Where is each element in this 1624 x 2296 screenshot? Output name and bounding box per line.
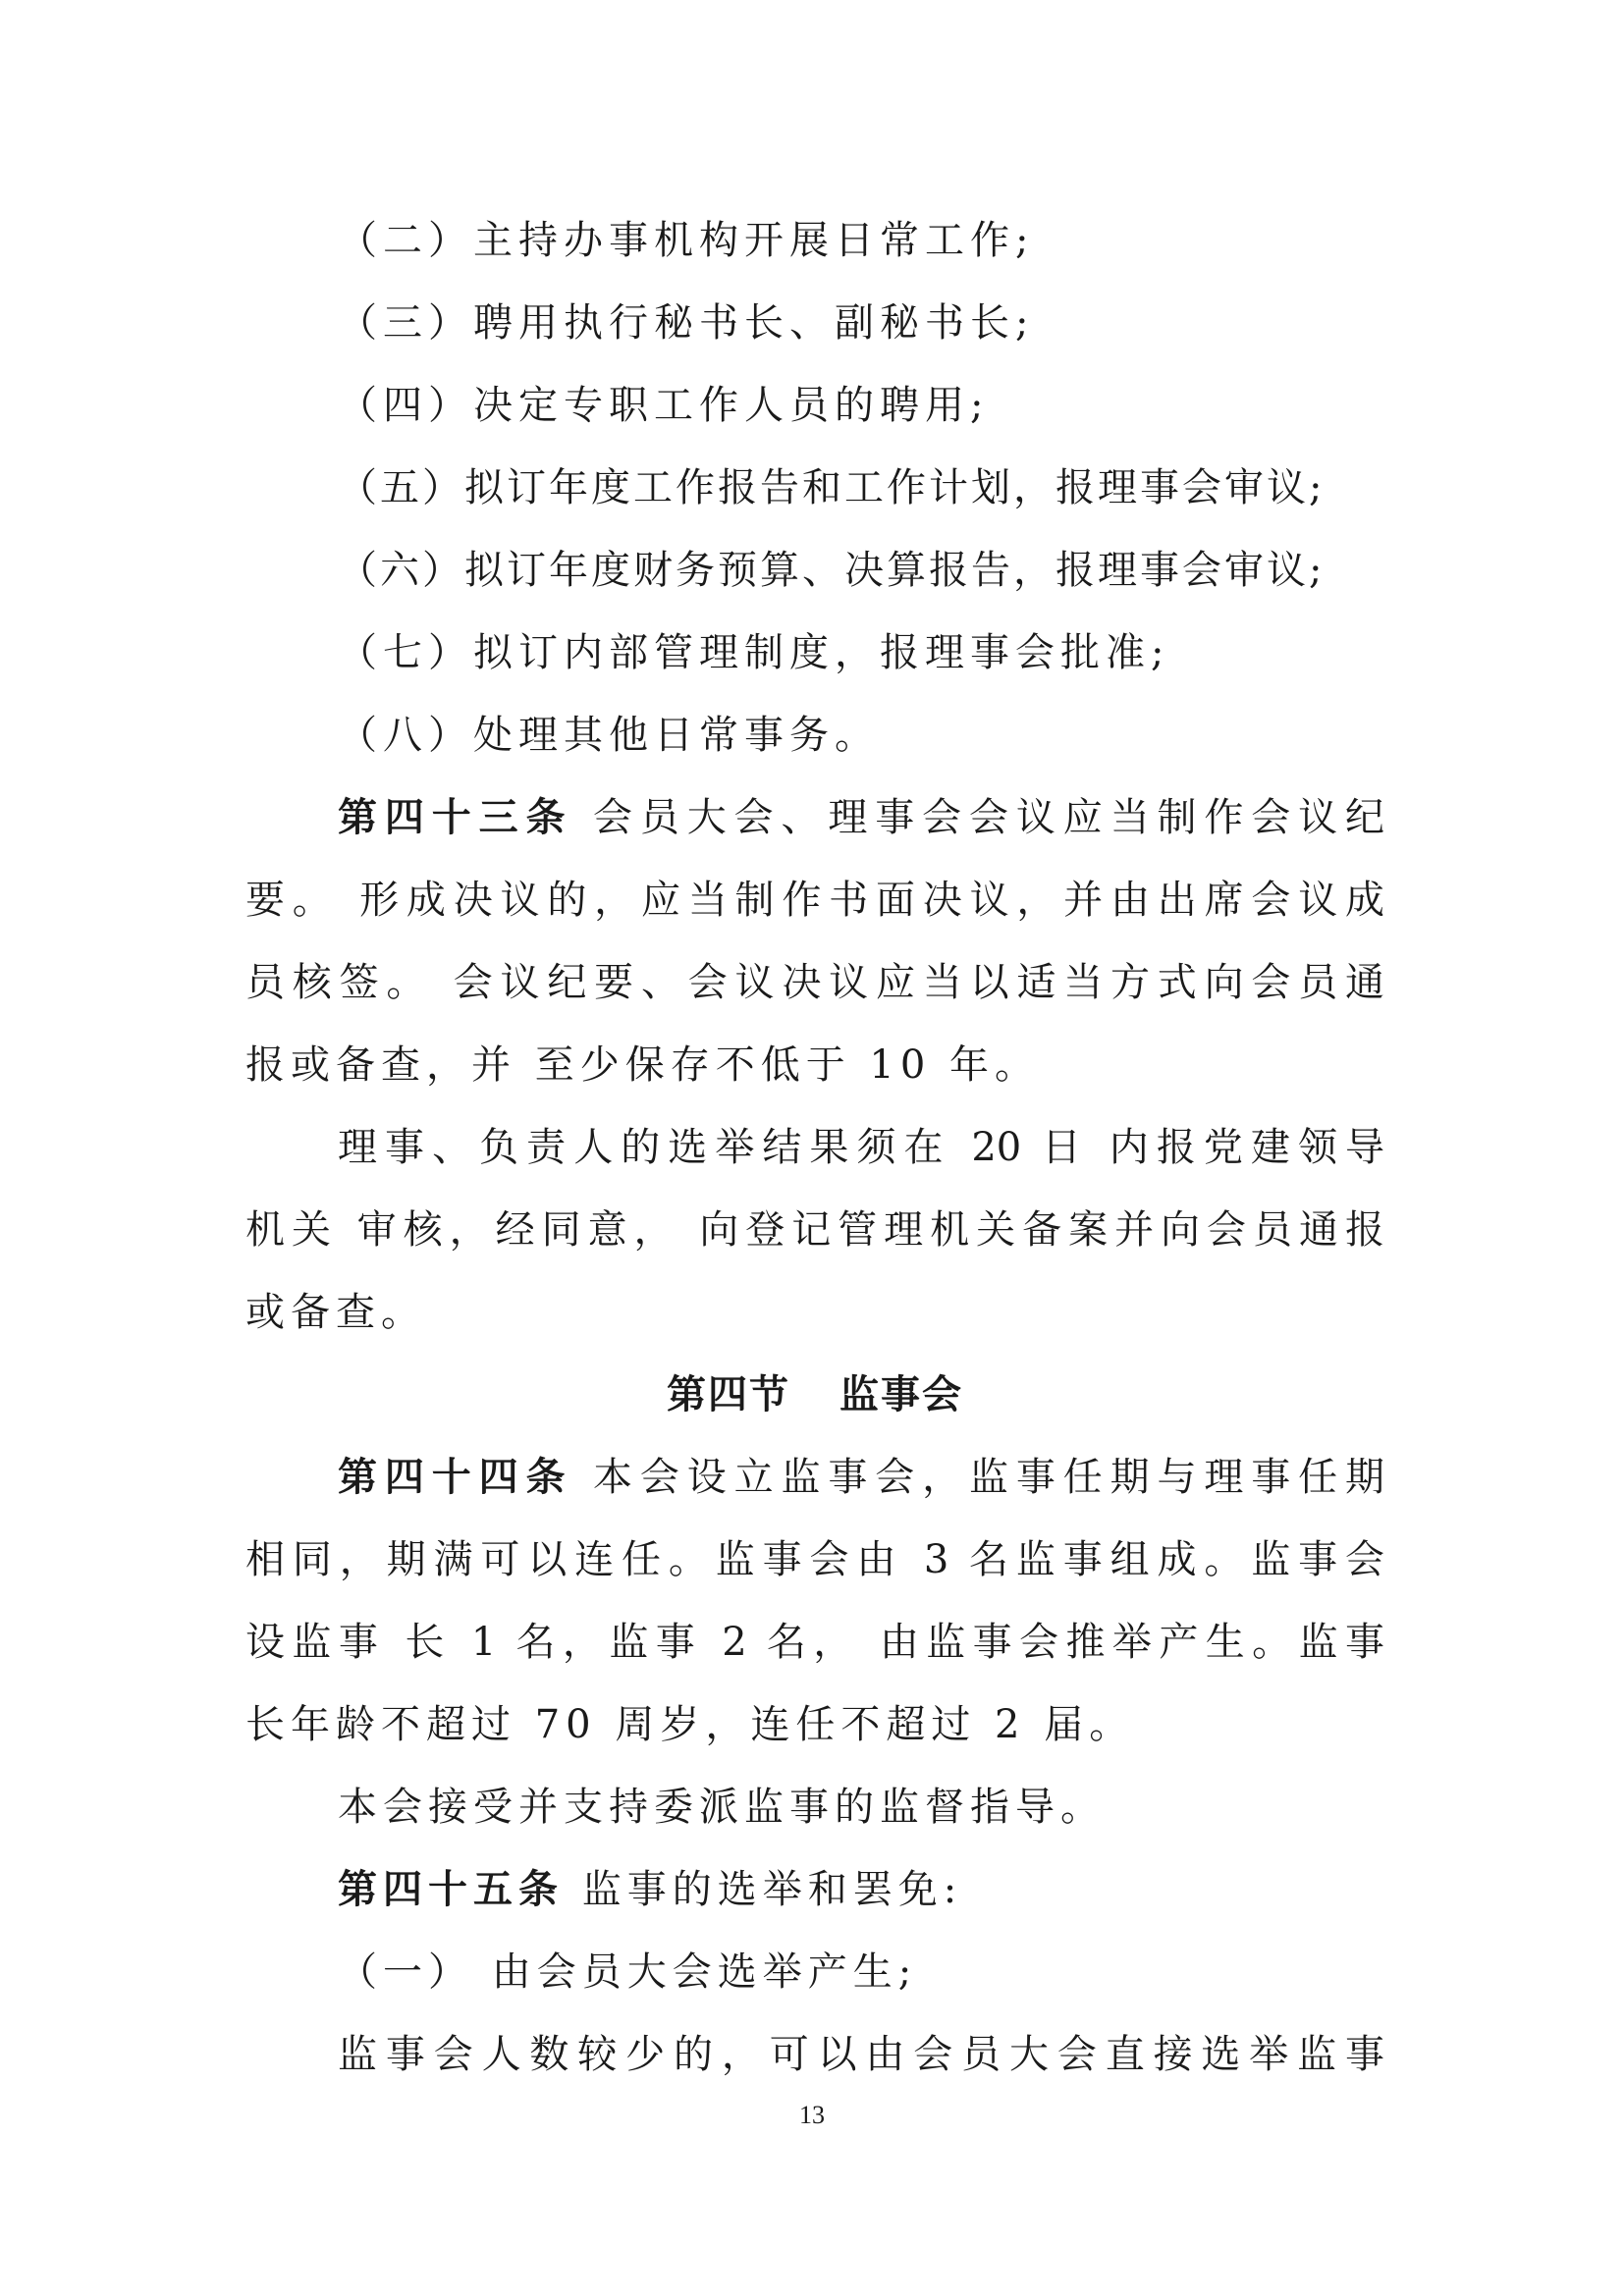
list-item: （七）拟订内部管理制度，报理事会批准; [338, 630, 1170, 675]
article-45-line: 监事会人数较少的，可以由会员大会直接选举监事 [338, 2032, 1384, 2077]
article-43-line: 员核签。 会议纪要、会议决议应当以适当方式向会员通 [245, 960, 1384, 1005]
article-44-line: 设监事 长 1 名，监事 2 名， 由监事会推举产生。监事 [245, 1620, 1384, 1665]
article-45-label: 第四十五条 [338, 1866, 564, 1912]
list-item: （八）处理其他日常事务。 [338, 713, 880, 758]
article-43-line: 报或备查，并 至少保存不低于 10 年。 [245, 1042, 1041, 1088]
article-44-line: 本会接受并支持委派监事的监督指导。 [338, 1785, 1106, 1830]
list-item: （三）聘用执行秘书长、副秘书长; [338, 300, 1035, 346]
list-item: （六）拟订年度财务预算、决算报告，报理事会审议; [338, 548, 1326, 593]
page-number: 13 [799, 2101, 825, 2129]
list-item: （四）决定专职工作人员的聘用; [338, 383, 990, 428]
section-heading [245, 1365, 1384, 1424]
election-paragraph-line: 机关 审核，经同意， 向登记管理机关备案并向会员通报 [245, 1207, 1384, 1253]
article-43-line: 第四十三条 会员大会、理事会会议应当制作会议纪 [338, 794, 1384, 840]
list-item: （五）拟订年度工作报告和工作计划，报理事会审议; [338, 465, 1326, 510]
election-paragraph-line: 理事、负责人的选举结果须在 20 日 内报党建领导 [338, 1125, 1384, 1170]
article-45-line: 第四十五条 监事的选举和罢免: [338, 1866, 963, 1912]
article-44-line: 第四十四条 本会设立监事会，监事任期与理事任期 [338, 1454, 1384, 1500]
section-number: 第四节 [667, 1371, 790, 1417]
article-43-line: 要。 形成决议的，应当制作书面决议，并由出席会议成 [245, 878, 1384, 923]
article-43-label: 第四十三条 [338, 794, 573, 840]
section-title: 监事会 [839, 1371, 963, 1417]
list-item: （二）主持办事机构开展日常工作; [338, 218, 1035, 263]
election-paragraph-line: 或备查。 [245, 1290, 426, 1335]
list-item: （一） 由会员大会选举产生; [338, 1949, 918, 1995]
article-44-line: 相同，期满可以连任。监事会由 3 名监事组成。监事会 [245, 1537, 1384, 1582]
article-44-line: 长年龄不超过 70 周岁，连任不超过 2 届。 [245, 1702, 1135, 1747]
article-44-label: 第四十四条 [338, 1454, 573, 1500]
